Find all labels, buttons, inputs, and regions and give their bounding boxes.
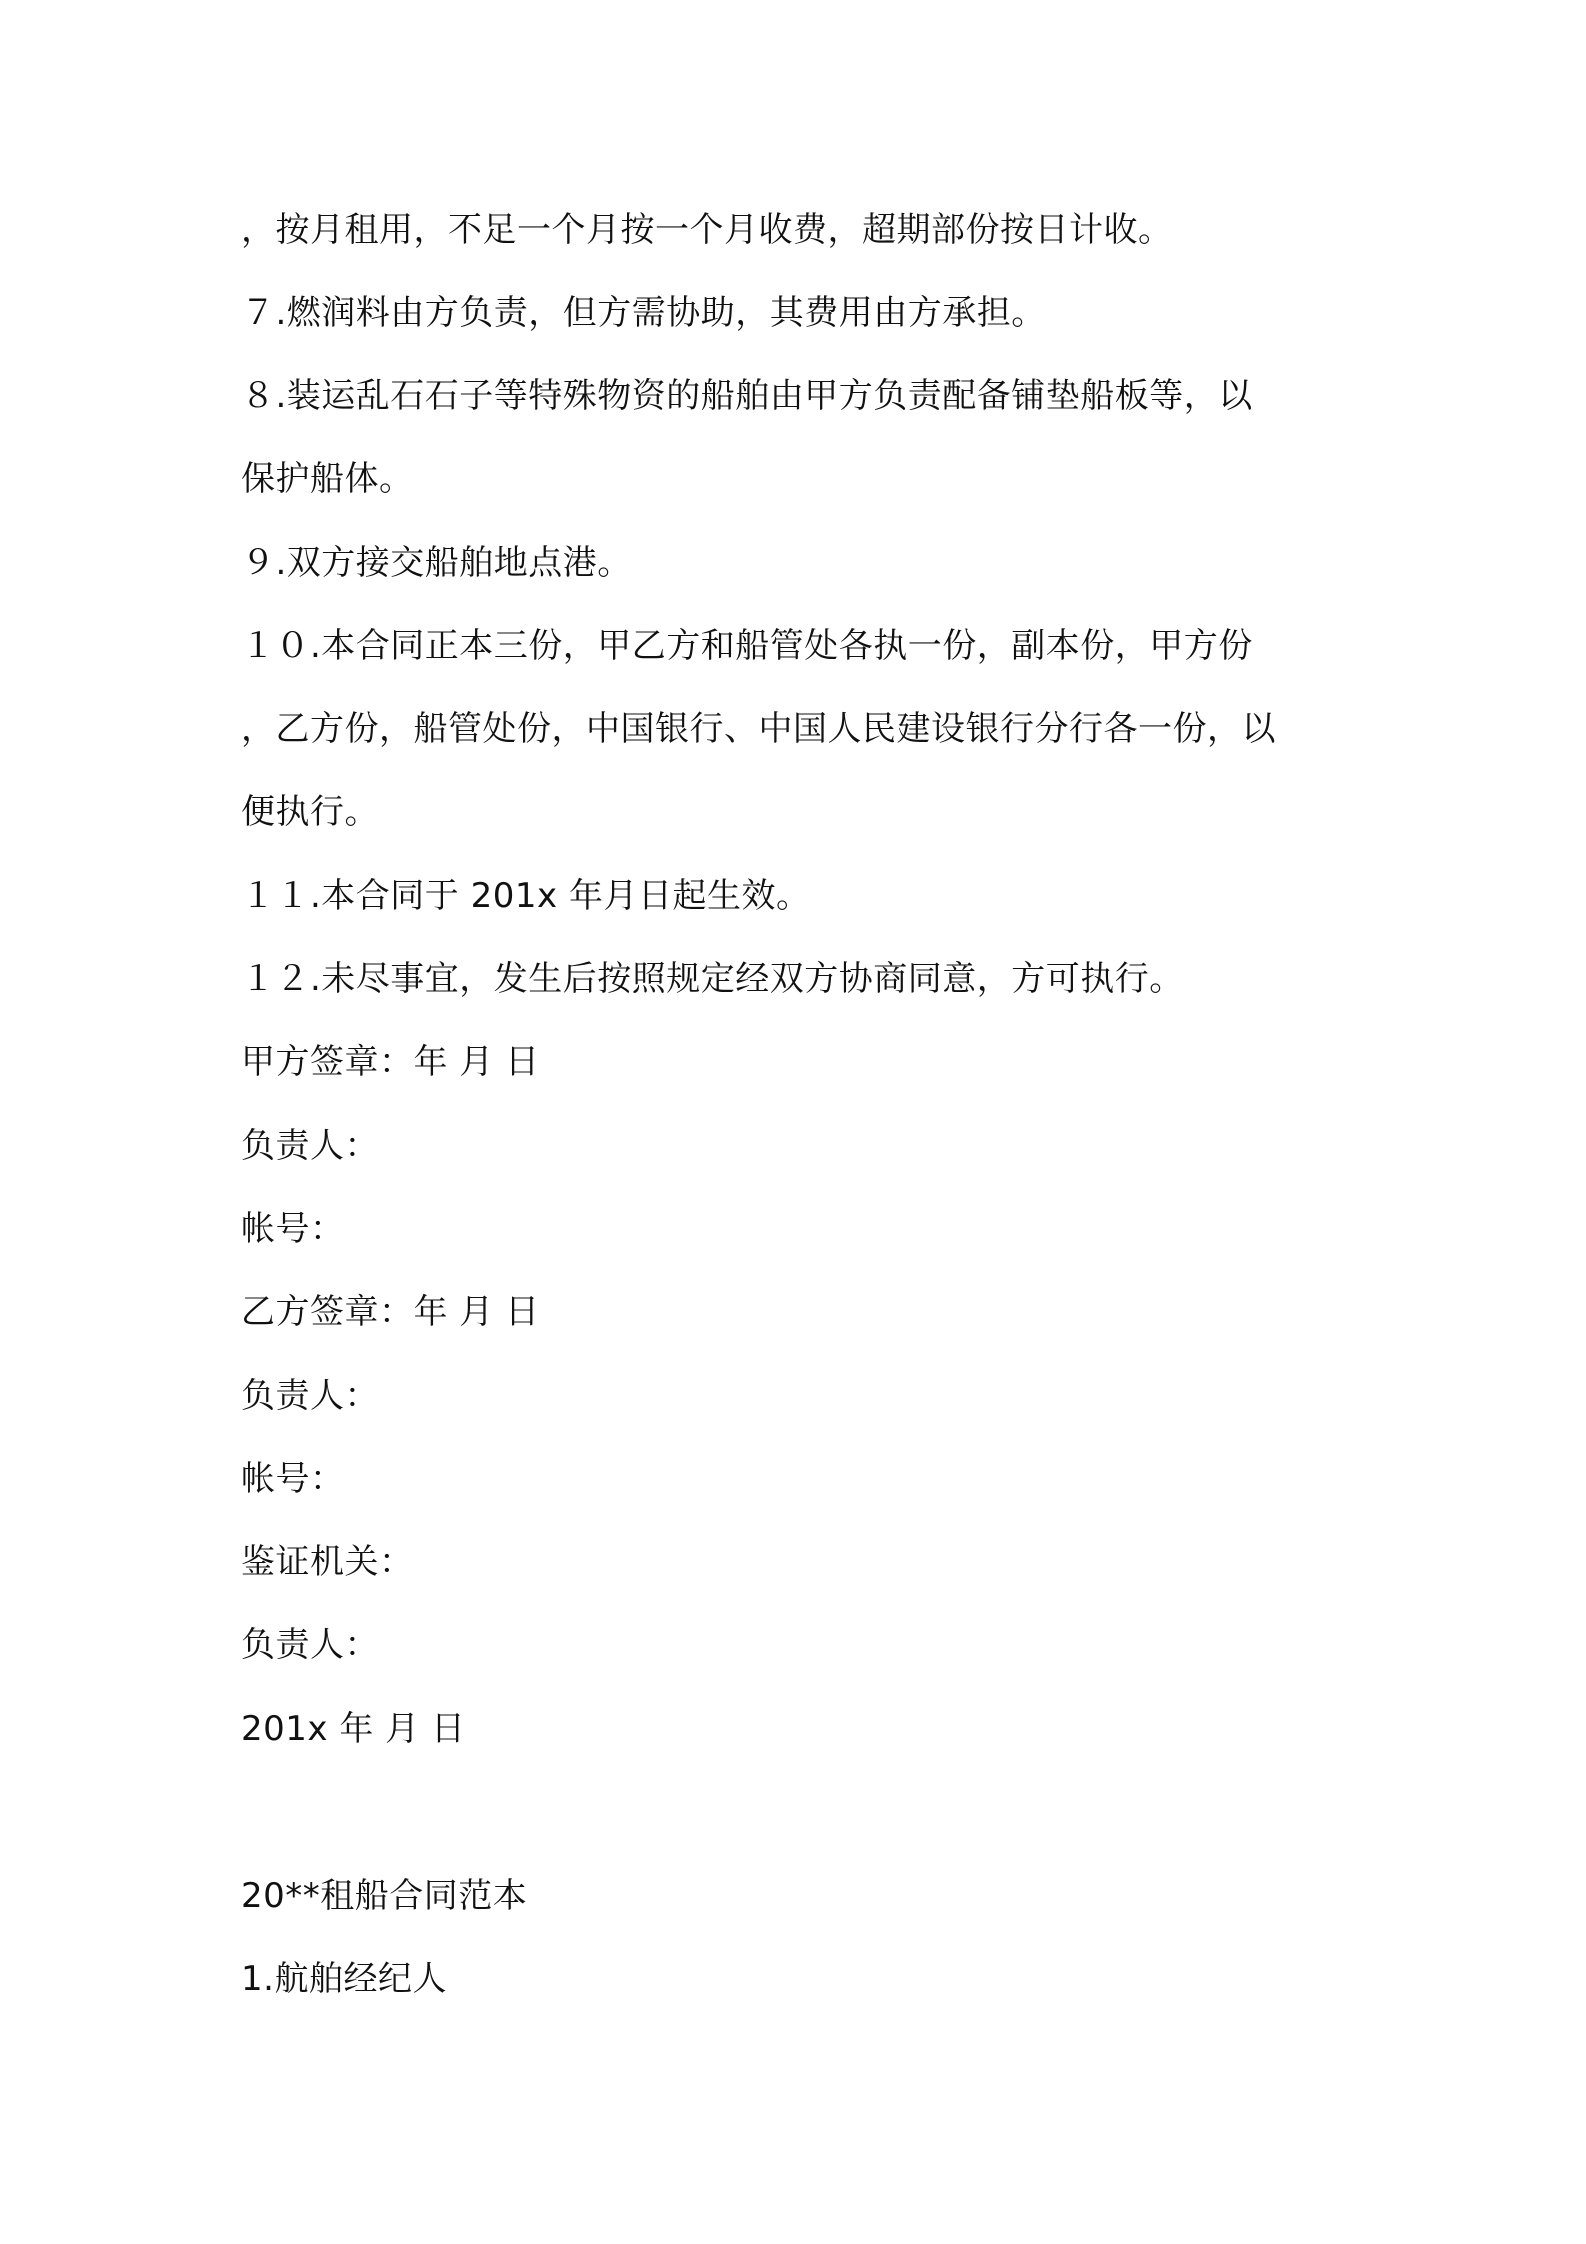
section-item-1: 1.航舶经纪人 (241, 1959, 447, 1999)
clause-8-continued: 保护船体。 (241, 459, 414, 499)
clause-11: １１.本合同于 201x 年月日起生效。 (241, 876, 811, 916)
signing-date: 201x 年 月 日 (241, 1709, 466, 1749)
party-a-signature: 甲方签章：年 月 日 (241, 1042, 540, 1082)
certifying-authority: 鉴证机关： (241, 1542, 414, 1582)
authority-responsible-person: 负责人： (241, 1625, 379, 1665)
party-b-signature: 乙方签章：年 月 日 (241, 1292, 540, 1332)
party-b-account: 帐号： (241, 1459, 345, 1499)
party-a-responsible-person: 负责人： (241, 1126, 379, 1166)
clause-7: ７.燃润料由方负责，但方需协助，其费用由方承担。 (241, 293, 1046, 333)
clause-10: １０.本合同正本三份，甲乙方和船管处各执一份，副本份，甲方份 (241, 626, 1253, 666)
clause-8: ８.装运乱石石子等特殊物资的船舶由甲方负责配备铺垫船板等，以 (241, 376, 1253, 416)
section-title: 20**租船合同范本 (241, 1876, 528, 1916)
clause-10-end: 便执行。 (241, 792, 379, 832)
clause-9: ９.双方接交船舶地点港。 (241, 543, 632, 583)
party-a-account: 帐号： (241, 1209, 345, 1249)
clause-10-continued: ，乙方份，船管处份，中国银行、中国人民建设银行分行各一份，以 (241, 709, 1276, 749)
clause-12: １２.未尽事宜，发生后按照规定经双方协商同意，方可执行。 (241, 959, 1184, 999)
text-line-rent-billing: ，按月租用，不足一个月按一个月收费，超期部份按日计收。 (241, 210, 1173, 250)
party-b-responsible-person: 负责人： (241, 1376, 379, 1416)
